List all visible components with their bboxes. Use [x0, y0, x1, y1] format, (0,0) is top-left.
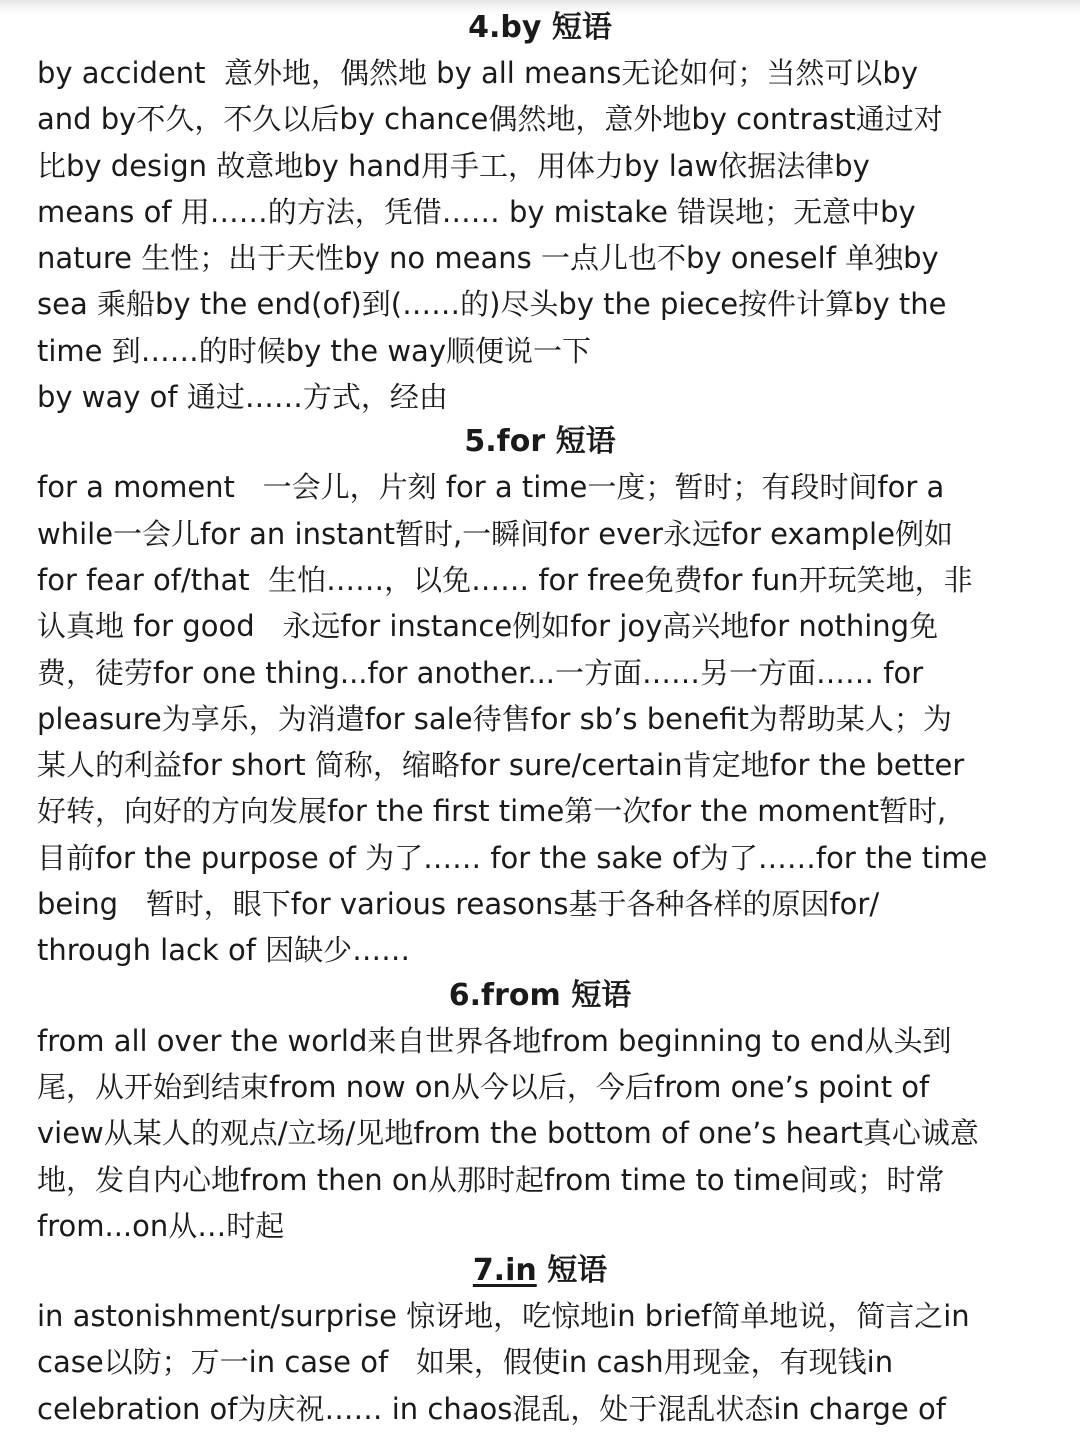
section-number: 6.from — [448, 977, 561, 1013]
section-title — [37, 974, 1037, 1018]
section-label: 短语 — [571, 977, 632, 1013]
section-label: 短语 — [555, 424, 616, 460]
section-title — [37, 1249, 1037, 1293]
text-line: 尾，从开始到结束from now on从今以后，今后from one’s point of — [37, 1069, 930, 1104]
text-line: being 暂时，眼下for various reasons基于各种各样的原因for/ — [37, 887, 880, 922]
section-title — [37, 420, 1037, 464]
text-line: time 到……的时候by the way顺便说一下 — [37, 333, 591, 368]
text-line: 好转，向好的方向发展for the first time第一次for the moment暂时, — [37, 794, 947, 829]
document-page — [37, 6, 1037, 1432]
text-line: 某人的利益for short 简称，缩略for sure/certain肯定地for the better — [37, 748, 965, 783]
text-line: 地，发自内心地from then on从那时起from time to time间或；时常 — [37, 1162, 945, 1197]
section-from-phrases — [37, 974, 1037, 1249]
section-in-phrases — [37, 1249, 1037, 1432]
text-line: from...on从…时起 — [37, 1208, 285, 1243]
text-line: by way of 通过……方式，经由 — [37, 380, 448, 415]
section-number: 5.for — [464, 424, 546, 460]
text-line: nature 生性；出于天性by no means 一点儿也不by oneself 单独by — [37, 241, 939, 276]
text-line: through lack of 因缺少…… — [37, 933, 411, 968]
text-line: case以防；万一in case of 如果，假使in cash用现金，有现钱in — [37, 1345, 894, 1380]
text-line: while一会儿for an instant暂时,一瞬间for ever永远for example例如 — [37, 516, 953, 551]
text-line: celebration of为庆祝…… in chaos混乱，处于混乱状态in charge of — [37, 1391, 946, 1426]
text-line: 费，徒劳for one thing...for another...一方面……另一方面…… for — [37, 655, 924, 690]
text-line: 认真地 for good 永远for instance例如for joy高兴地for nothing免 — [37, 609, 939, 644]
text-line: pleasure为享乐，为消遣for sale待售for sb’s benefit为帮助某人；为 — [37, 701, 952, 736]
text-line: in astonishment/surprise 惊讶地，吃惊地in brief简单地说，简言之in — [37, 1299, 970, 1334]
text-line: 比by design 故意地by hand用手工，用体力by law依据法律by — [37, 148, 870, 183]
section-by-phrases — [37, 6, 1037, 420]
text-line: by accident 意外地，偶然地 by all means无论如何；当然可以by — [37, 56, 918, 90]
text-line: 目前for the purpose of 为了…… for the sake of为了……for the time — [37, 840, 988, 875]
text-line: for a moment 一会儿，片刻 for a time一度；暂时；有段时间for a — [37, 470, 945, 505]
text-line: and by不久，不久以后by chance偶然地，意外地by contrast通过对 — [37, 102, 943, 137]
text-line: for fear of/that 生怕……，以免…… for free免费for fun开玩笑地，非 — [37, 562, 973, 597]
section-title — [37, 6, 1037, 50]
section-for-phrases — [37, 420, 1037, 973]
section-label: 短语 — [547, 1253, 608, 1289]
text-line: sea 乘船by the end(of)到(……的)尽头by the piece按件计算by the — [37, 287, 947, 322]
text-line: means of 用……的方法，凭借…… by mistake 错误地；无意中by — [37, 194, 916, 229]
text-line: from all over the world来自世界各地from beginning to end从头到 — [37, 1023, 952, 1058]
text-line: view从某人的观点/立场/见地from the bottom of one’s heart真心诚意 — [37, 1116, 979, 1151]
section-number: 4.by — [468, 10, 542, 45]
section-label: 短语 — [551, 10, 612, 45]
section-number: 7.in — [472, 1253, 537, 1289]
